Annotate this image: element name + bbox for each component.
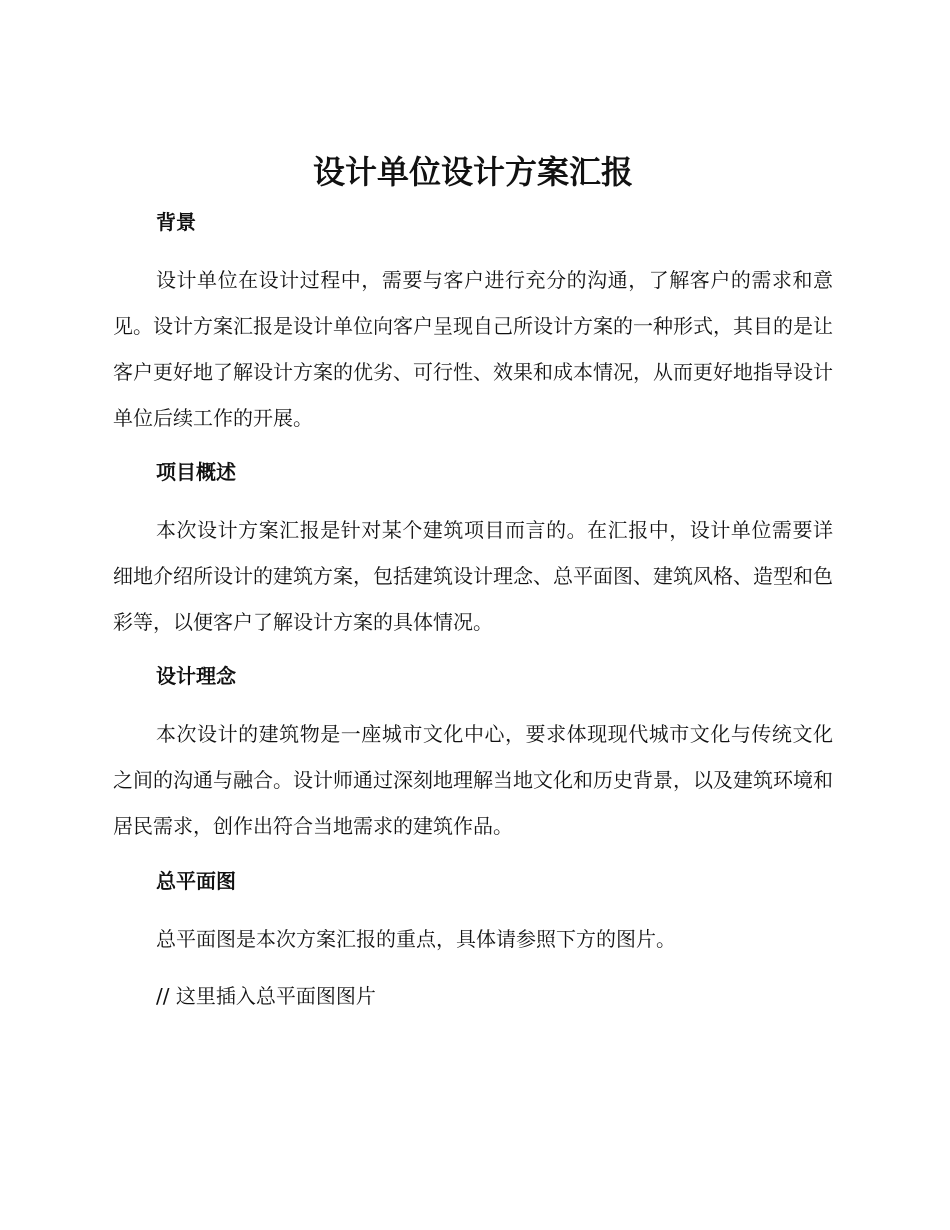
section-heading-overview: 项目概述	[156, 460, 236, 484]
section-heading-site-plan: 总平面图	[156, 869, 236, 893]
section-body-concept: 本次设计的建筑物是一座城市文化中心，要求体现现代城市文化与传统文化之间的沟通与融合。设计师通过深刻地理解当地文化和历史背景，以及建筑环境和居民需求，创作出符合当地需求的建筑作品。	[113, 722, 833, 838]
image-placeholder-note: // 这里插入总平面图图片	[156, 984, 376, 1008]
section-body-site-plan: 总平面图是本次方案汇报的重点，具体请参照下方的图片。	[156, 927, 676, 951]
section-body-background: 设计单位在设计过程中，需要与客户进行充分的沟通，了解客户的需求和意见。设计方案汇报是设计单位向客户呈现自己所设计方案的一种形式，其目的是让客户更好地了解设计方案的优劣、可行性、效果和成本情况，从而更好地指导设计单位后续工作的开展。	[113, 268, 833, 430]
section-heading-background: 背景	[156, 210, 196, 234]
section-heading-concept: 设计理念	[156, 664, 236, 688]
page-title: 设计单位设计方案汇报	[312, 153, 633, 191]
section-body-overview: 本次设计方案汇报是针对某个建筑项目而言的。在汇报中，设计单位需要详细地介绍所设计的建筑方案，包括建筑设计理念、总平面图、建筑风格、造型和色彩等，以便客户了解设计方案的具体情况。	[113, 518, 833, 634]
